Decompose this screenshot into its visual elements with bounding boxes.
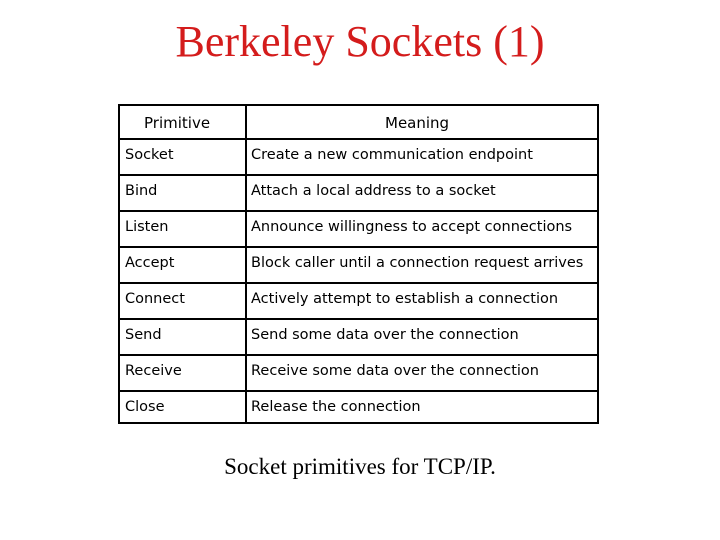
table-row [120,356,597,392]
socket-primitives-table [118,104,599,424]
primitive-cell: Close [125,399,165,415]
slide-title: Berkeley Sockets (1) [175,17,545,66]
meaning-cell: Send some data over the connection [251,327,519,343]
table-row [120,320,597,356]
table-row [120,392,597,428]
primitive-cell: Socket [125,147,174,163]
table-caption: Socket primitives for TCP/IP. [224,454,496,479]
meaning-cell: Release the connection [251,399,421,415]
table-row [120,140,597,176]
header-primitive: Primitive [144,114,211,132]
primitive-cell: Bind [125,183,158,199]
meaning-cell: Announce willingness to accept connections [251,219,573,235]
table-row [120,248,597,284]
primitive-cell: Accept [125,255,175,271]
primitive-cell: Listen [125,219,169,235]
meaning-cell: Create a new communication endpoint [251,147,533,163]
header-meaning: Meaning [385,114,450,132]
meaning-cell: Block caller until a connection request arrives [251,255,584,271]
meaning-cell: Receive some data over the connection [251,363,539,379]
primitive-cell: Send [125,327,162,343]
table-row [120,212,597,248]
meaning-cell: Actively attempt to establish a connection [251,291,559,307]
table-row [120,176,597,212]
table-row [120,284,597,320]
primitive-cell: Receive [125,363,182,379]
meaning-cell: Attach a local address to a socket [251,183,496,199]
primitive-cell: Connect [125,291,185,307]
table-header-row [120,106,597,140]
